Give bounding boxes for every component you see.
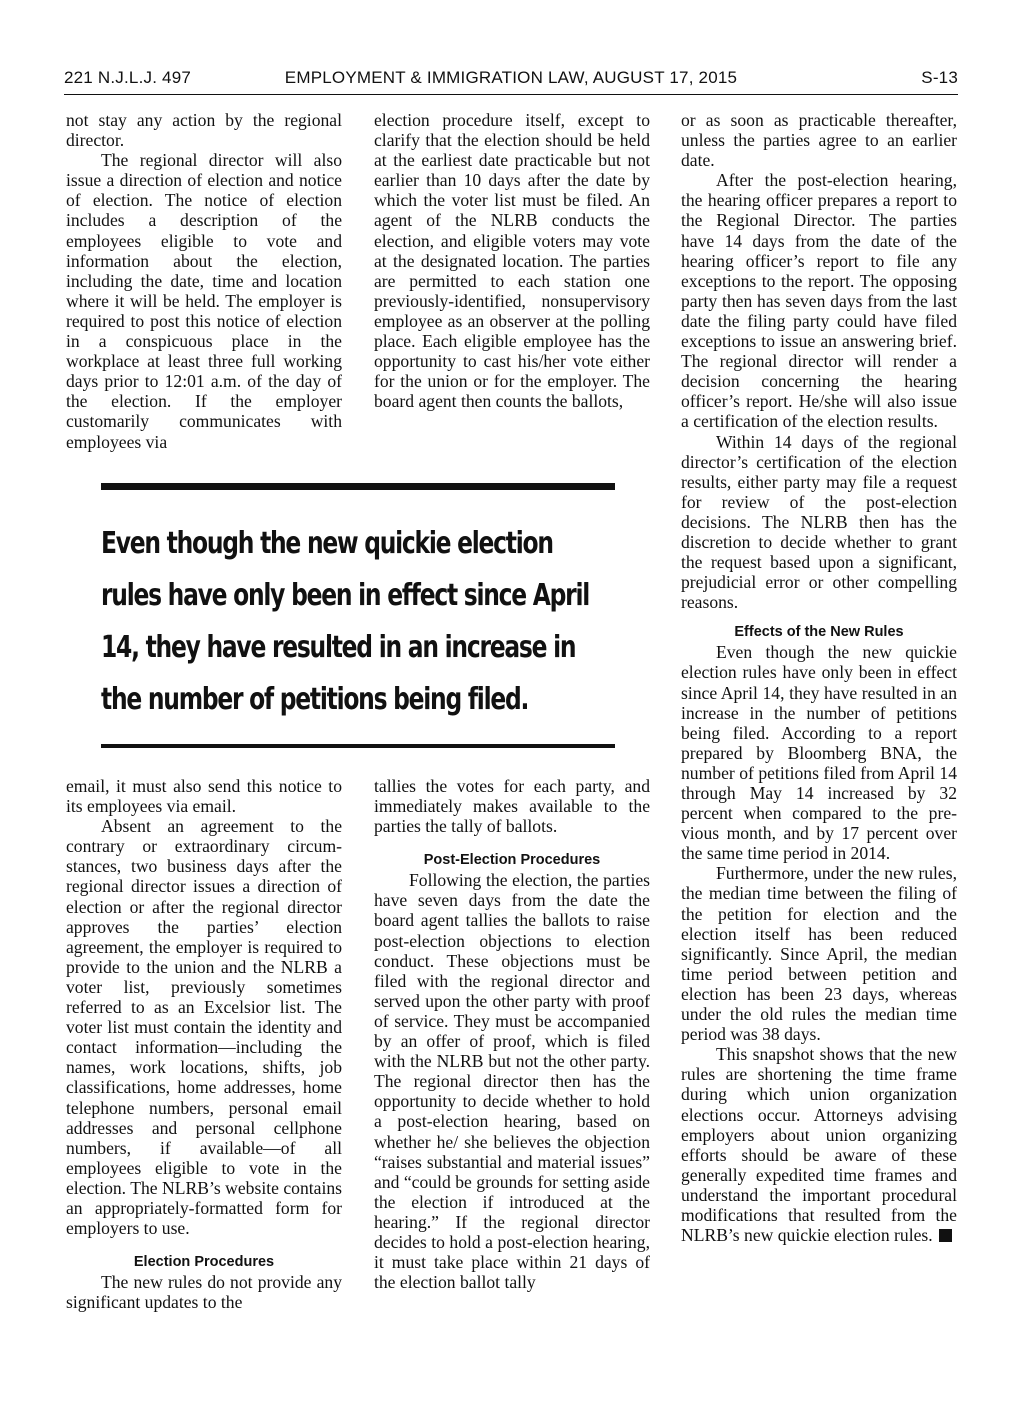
running-header — [64, 64, 958, 95]
paragraph: The new rules do not provide any significant updates to the — [66, 1272, 342, 1313]
paragraph: Absent an agreement to the contrary or extraordinary circumstances, two business days after the regional director issues a direction of election or after the regional director approves the parties’ election agreement, the employer is required to provide to the union and the NLRB a voter list, previously sometimes referred to as an Excelsior list. The voter list must contain the identity and contact information—including the names, work locations, shifts, job classifications, home addresses, home telephone numbers, personal email addresses and personal cellphone numbers, if available—of all employees eligible to vote in the election. The NLRB’s website contains an appropriately-formatted form for employers to use. — [66, 816, 342, 1239]
paragraph: or as soon as practicable thereafter, unless the parties agree to an earlier date. — [681, 110, 957, 171]
paragraph: Following the election, the parties have seven days from the date the board agent tallies the ballots to raise post-election objections to election conduct. These objections must be filed with the regional director and served upon the other party with proof of service. They must be accompanied by an offer of proof, which is filed with the NLRB but not the other party. The regional director then has the opportunity to decide whether to hold a post-election hearing, based on whether he/ she believes the objection “raises substantial and material issues” and “could be grounds for setting aside the election if introduced at the hearing.” If the regional director decides to hold a post-election hearing, it must take place within 21 days of the election ballot tally — [374, 870, 650, 1293]
column-2-bottom — [374, 776, 650, 1292]
subheading-effects-of-new-rules: Effects of the New Rules — [734, 624, 904, 641]
paragraph: Furthermore, under the new rules, the median time between the filing of the petition for election and the election itself has been reduced significantly. Since April, the median time period between petition and election has been 23 days, whereas under the old rules the median time period was 38 days. — [681, 863, 957, 1045]
final-text: This snapshot shows that the new rules are shortening the time frame during which union organization elections occur. Attorneys advising employers about union organizing efforts should be aware of these generally expedited time frames and understand the important procedural modifications that resulted from the NLRB’s new quickie election rules. — [681, 1044, 957, 1246]
paragraph: Even though the new quickie election rules have only been in effect since April 14, they have resulted in an increase in the number of petitions being filed. According to a report prepared by Bloomberg BNA, the number of petitions filed from April 14 through May 14 increased by 32 percent when compared to the previous month, and by 17 percent over the same time period in 2014. — [681, 642, 957, 864]
subheading-election-procedures: Election Procedures — [133, 1254, 275, 1271]
paragraph: Within 14 days of the regional director’s certification of the election results, either party may file a request for review of the post-election decisions. The NLRB then has the discretion to decide whether to grant the request based upon a significant, prejudicial error or other compelling reasons. — [681, 431, 957, 613]
page-number: S-13 — [921, 68, 958, 87]
paragraph: email, it must also send this notice to its employees via email. — [66, 776, 342, 817]
paragraph: The regional director will also issue a direction of election and notice of election. The notice of election includes a description of the employees eligible to vote and information about the election, including the date, time and location where it will be held. The employer is required to post this notice of election in a conspicuous place in the workplace at least three full working days prior to 12:01 a.m. of the day of the election. If the employer customarily communicates with employees via — [66, 150, 342, 452]
column-3 — [681, 110, 957, 1245]
paragraph: not stay any action by the regional director. — [66, 110, 342, 151]
pull-quote-bottom-rule — [101, 744, 615, 748]
pull-quote: Even though the new quickie election rules have only been in effect since April 14, they have resulted in an increase in the number of petitions being filed. — [101, 526, 589, 717]
paragraph: election procedure itself, except to clarify that the election should be held at the earliest date practicable but not earlier than 10 days after the date by which the voter list must be filed. An agent of the NLRB conducts the election, and eligible voters may vote at the designated location. The parties are permitted to each station one previously-identified, nonsupervisory employee as an observer at the polling place. Each eligible employee has the opportunity to cast his/her vote either for the union or for the employer. The board agent then counts the ballots, — [374, 110, 650, 412]
paragraph: After the post-election hearing, the hearing officer prepares a report to the Regional Director. The parties have 14 days from the date of the hearing officer’s report to file any exceptions to the report. The opposing party then has seven days from the last date the filing party could have filed exceptions to issue an answering brief. The regional director will render a decision concerning the hearing officer’s report. He/she will also issue a certification of the election results. — [681, 170, 957, 432]
paragraph: tallies the votes for each party, and immediately makes available to the parties the tally of ballots. — [374, 776, 650, 837]
paragraph-final — [681, 1044, 957, 1245]
subheading-post-election-procedures: Post-Election Procedures — [423, 852, 601, 869]
citation: 221 N.J.L.J. 497 — [64, 68, 191, 87]
column-2-top — [374, 110, 650, 411]
pull-quote-top-rule — [101, 483, 615, 490]
end-mark-icon — [939, 1229, 952, 1242]
section-title: EMPLOYMENT & IMMIGRATION LAW, AUGUST 17, 2015 — [284, 68, 738, 87]
column-1-bottom — [66, 776, 342, 1312]
column-1-top — [66, 110, 342, 452]
